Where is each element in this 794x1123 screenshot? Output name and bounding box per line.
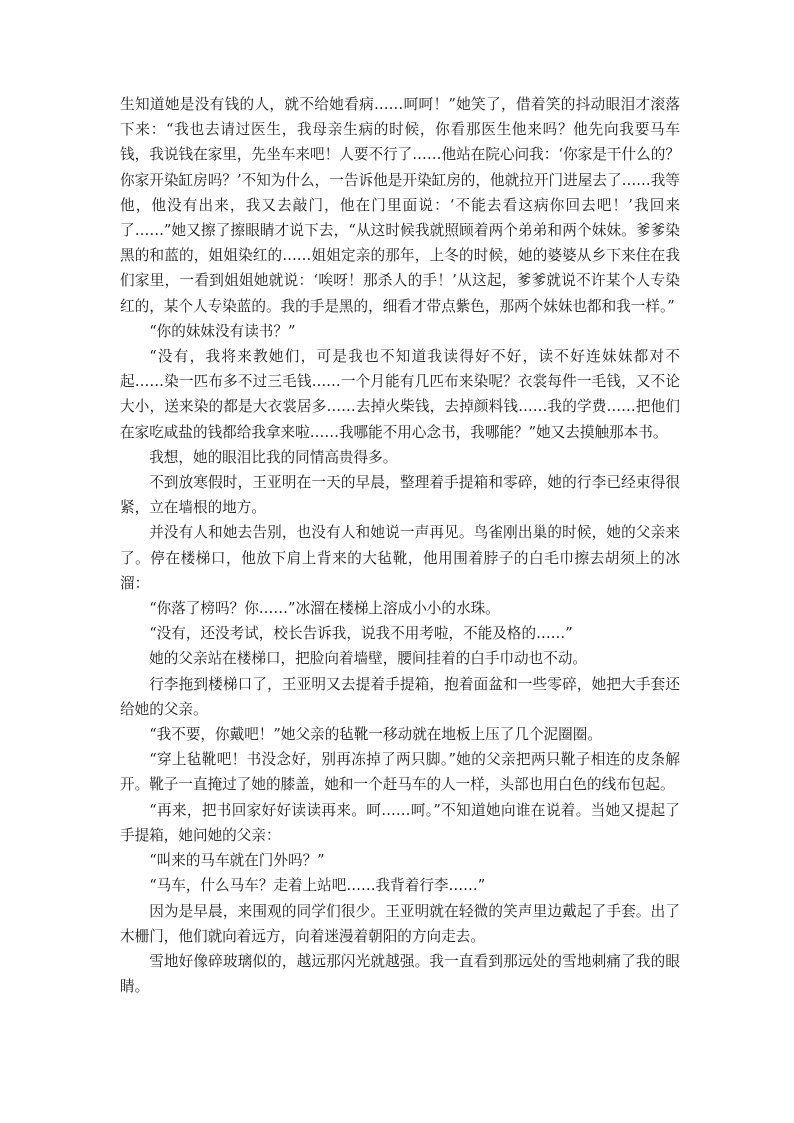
paragraph: 行李拖到楼梯口了，王亚明又去提着手提箱，抱着面盆和一些零碎，她把大手套还给她的父亲。 bbox=[120, 675, 680, 718]
paragraph: 生知道她是没有钱的人，就不给她看病……呵呵！”她笑了，借着笑的抖动眼泪才滚落下来：“我也去请过医生，我母亲生病的时候，你看那医生他来吗？他先向我要马车钱，我说钱在家里，先坐车来吧！人要不行了……他站在院心问我：‘你家是干什么的？你家开染缸房吗？’不知为什么，一告诉他是开染缸房的，他就拉开门进屋去了……我等他，他没有出来，我又去敲门，他在门里面说：‘不能去看这病你回去吧！’我回来了……”她又擦了擦眼睛才说下去，“从这时候我就照顾着两个弟弟和两个妹妹。爹爹染黑的和蓝的，姐姐染红的……姐姐定亲的那年，上冬的时候，她的婆婆从乡下来住在我们家里，一看到姐姐她就说：‘唉呀！那杀人的手！’从这起，爹爹就说不许某个人专染红的，某个人专染蓝的。我的手是黑的，细看才带点紫色，那两个妹妹也都和我一样。” bbox=[120, 96, 680, 315]
paragraph: 雪地好像碎玻璃似的，越远那闪光就越强。我一直看到那远处的雪地刺痛了我的眼睛。 bbox=[120, 952, 680, 996]
document-body bbox=[120, 92, 680, 999]
paragraph: “你落了榜吗？你……”冰溜在楼梯上溶成小小的水珠。 bbox=[149, 600, 500, 618]
paragraph: “你的妹妹没有读书？” bbox=[149, 322, 296, 340]
paragraph: 不到放寒假时，王亚明在一天的早晨，整理着手提箱和零碎，她的行李已经束得很紧，立在墙根的地方。 bbox=[120, 474, 680, 517]
paragraph: 并没有人和她去告别，也没有人和她说一声再见。鸟雀刚出巢的时候，她的父亲来了。停在楼梯口，他放下肩上背来的大毡靴，他用围着脖子的白毛巾擦去胡须上的冰溜： bbox=[120, 524, 680, 592]
paragraph: “我不要，你戴吧！”她父亲的毡靴一移动就在地板上压了几个泥圈圈。 bbox=[149, 726, 602, 744]
paragraph: “没有，我将来教她们，可是我也不知道我读得好不好，读不好连妹妹都对不起……染一匹布多不过三毛钱……一个月能有几匹布来染呢？衣裳每件一毛钱，又不论大小，送来染的都是大衣裳居多……去掉火柴钱，去掉颜料钱……我的学费……把他们在家吃咸盐的钱都给我拿来啦……我哪能不用心念书，我哪能？”她又去摸触那本书。 bbox=[120, 348, 680, 441]
paragraph: “穿上毡靴吧！书没念好，别再冻掉了两只脚。”她的父亲把两只靴子相连的皮条解开。靴子一直掩过了她的膝盖，她和一个赶马车的人一样，头部也用白色的线布包起。 bbox=[120, 751, 680, 794]
paragraph: “再来，把书回家好好读读再来。呵……呵。”不知道她向谁在说着。当她又提起了手提箱，她问她的父亲： bbox=[120, 801, 680, 844]
paragraph: 因为是早晨，来围观的同学们很少。王亚明就在轻微的笑声里边戴起了手套。出了木栅门，他们就向着远方，向着迷漫着朝阳的方向走去。 bbox=[120, 902, 680, 945]
paragraph: “马车，什么马车？走着上站吧……我背着行李……” bbox=[149, 877, 486, 895]
paragraph: 她的父亲站在楼梯口，把脸向着墙壁，腰间挂着的白手巾动也不动。 bbox=[149, 650, 588, 668]
paragraph: 我想，她的眼泪比我的同情高贵得多。 bbox=[149, 448, 398, 466]
paragraph: “叫来的马车就在门外吗？” bbox=[149, 852, 325, 870]
paragraph: “没有，还没考试，校长告诉我，说我不用考啦，不能及格的……” bbox=[149, 625, 573, 643]
